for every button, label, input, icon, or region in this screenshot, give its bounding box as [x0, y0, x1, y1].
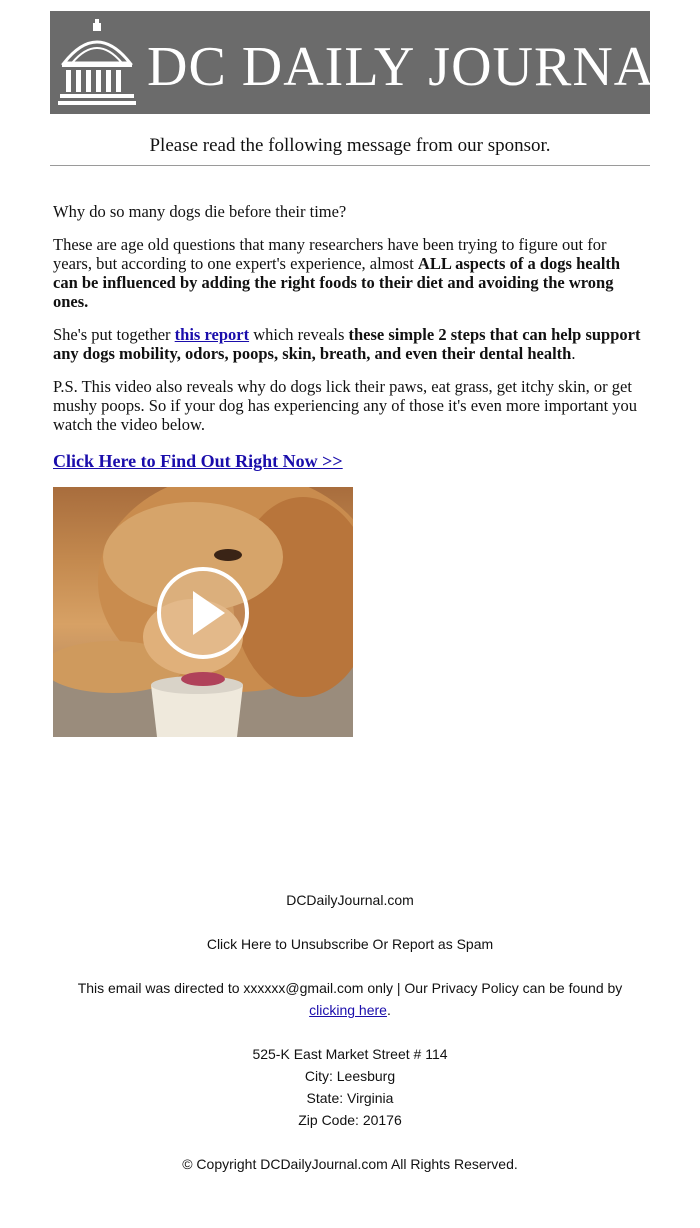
paragraph-research-bold: ALL aspects of a dogs health can be influenced by adding the right foods to their diet and avoiding the wrong ones. [53, 254, 621, 311]
divider [50, 165, 650, 166]
privacy-policy-link[interactable]: clicking here [309, 1002, 387, 1018]
copyright: © Copyright DCDailyJournal.com All Rights Reserved. [182, 1156, 518, 1172]
email-container [50, 11, 691, 737]
address-state: State: Virginia [306, 1090, 394, 1106]
intro-question: Why do so many dogs die before their time? [53, 202, 347, 221]
site-title: DC DAILY JOURNAL [147, 36, 691, 98]
paragraph-report-mid: which reveals [249, 325, 349, 344]
video-thumbnail[interactable] [53, 487, 353, 737]
message-body [50, 202, 650, 737]
capitol-dome-icon [58, 19, 136, 107]
address-city: City: Leesburg [304, 1068, 396, 1084]
paragraph-research-text: These are age old questions that many researchers have been trying to figure out for years, but according to one expert's experience, almost [53, 235, 607, 273]
paragraph-report-intro: She's put together [53, 325, 175, 344]
privacy-period: . [386, 1002, 391, 1018]
address-zip: Zip Code: 20176 [298, 1112, 402, 1128]
directed-notice [0, 977, 700, 1021]
address-street: 525-K East Market Street # 114 [252, 1046, 448, 1062]
paragraph-report-end: . [571, 344, 576, 363]
cta-line [53, 452, 647, 471]
paragraph-research [53, 235, 647, 311]
paragraph-report-bold: these simple 2 steps that can help support any dogs mobility, odors, poops, skin, breath, and even their dental health [53, 325, 641, 363]
unsubscribe-link[interactable]: Click Here to Unsubscribe Or Report as Spam [206, 936, 494, 952]
sponsor-notice: Please read the following message from our sponsor. [149, 135, 551, 156]
header-banner [50, 11, 691, 114]
paragraph-report [53, 325, 647, 363]
this-report-link[interactable]: this report [174, 325, 250, 344]
footer-site: DCDailyJournal.com [286, 892, 414, 908]
footer [0, 889, 700, 1175]
find-out-link[interactable]: Click Here to Find Out Right Now >> [53, 451, 343, 471]
play-icon[interactable] [155, 565, 251, 661]
directed-text: This email was directed to xxxxxx@gmail.com only | Our Privacy Policy can be found by [77, 980, 623, 996]
ps-paragraph: P.S. This video also reveals why do dogs lick their paws, eat grass, get itchy skin, or get mushy poops. So if your dog has experiencing any of those it's even more important you watch the video below. [53, 377, 638, 434]
